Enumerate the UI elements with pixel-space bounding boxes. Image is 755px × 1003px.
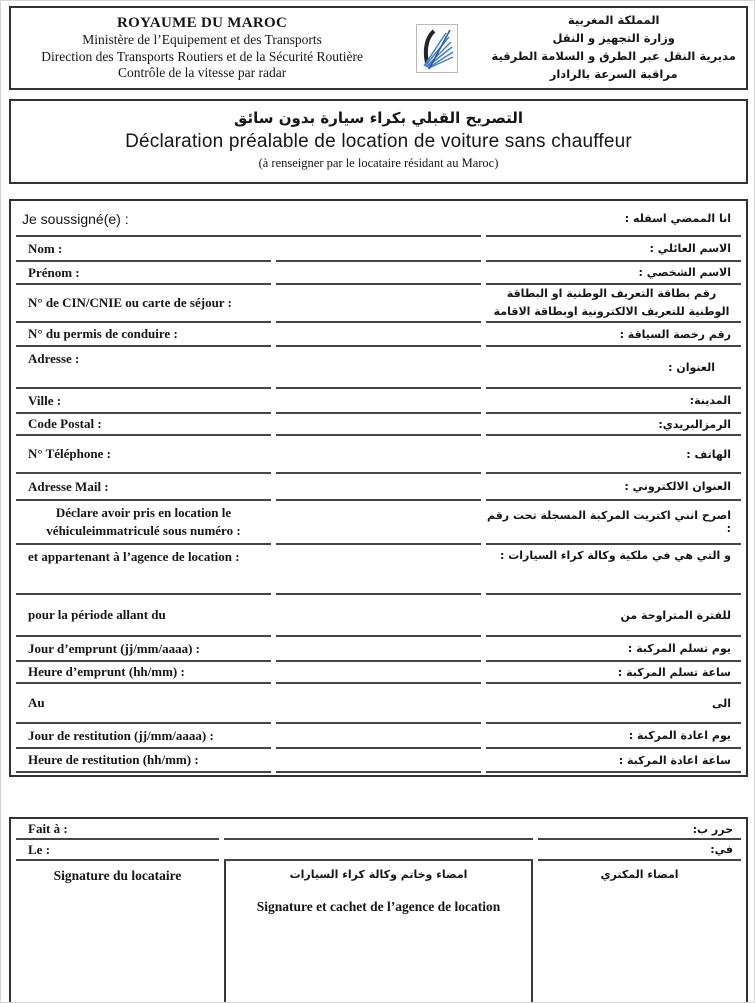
title-box xyxy=(9,99,748,184)
row-mail xyxy=(16,474,741,501)
label-nom-ar: الاسم العائلي : xyxy=(486,237,741,262)
label-soussigne-fr: Je soussigné(e) : xyxy=(16,202,481,237)
label-au-fr: Au xyxy=(16,684,271,724)
row-au xyxy=(16,684,741,724)
label-adresse-fr: Adresse : xyxy=(16,347,271,389)
label-periode-ar: للفترة المتراوحة من xyxy=(486,595,741,637)
header-french-block xyxy=(11,14,393,82)
label-jour-restitution-ar: يوم اعادة المركبة : xyxy=(486,724,741,749)
row-heure-restitution xyxy=(16,749,741,773)
label-permis-ar: رقم رخصة السياقة : xyxy=(486,323,741,347)
signature-cell-mekteri xyxy=(538,861,741,1003)
header-ar-line-controle: مراقبة السرعة بالرادار xyxy=(549,66,678,81)
write-in-line-heure-restitution xyxy=(276,749,481,773)
label-jour-emprunt-fr: Jour d’emprunt (jj/mm/aaaa) : xyxy=(16,637,271,662)
header-box xyxy=(9,6,748,90)
label-jour-restitution-fr: Jour de restitution (jj/mm/aaaa) : xyxy=(16,724,271,749)
label-telephone-ar: الهاتف : xyxy=(486,436,741,474)
row-heure-emprunt xyxy=(16,662,741,684)
ministry-transport-logo-icon xyxy=(416,24,458,73)
row-nom xyxy=(16,237,741,262)
label-cin-fr: N° de CIN/CNIE ou carte de séjour : xyxy=(16,285,271,323)
label-mail-fr: Adresse Mail : xyxy=(16,474,271,501)
row-telephone xyxy=(16,436,741,474)
label-fait-a-ar: حرر ب: xyxy=(538,820,741,840)
page-title-note: (à renseigner par le locataire résidant au Maroc) xyxy=(258,156,499,170)
label-signature-agence-ar: امضاء وخاتم وكالة كراء السيارات xyxy=(289,868,468,881)
label-heure-restitution-fr: Heure de restitution (hh/mm) : xyxy=(16,749,271,773)
write-in-line-au xyxy=(276,684,481,724)
label-fait-a-fr: Fait à : xyxy=(16,820,219,840)
write-in-line-agence xyxy=(276,545,481,595)
row-signatures xyxy=(16,861,741,1003)
label-ville-fr: Ville : xyxy=(16,389,271,414)
header-fr-line-direction: Direction des Transports Routiers et de la Sécurité Routière xyxy=(41,48,363,64)
header-fr-line-royaume: ROYAUME DU MAROC xyxy=(117,15,288,32)
label-le-ar: في: xyxy=(538,840,741,861)
row-permis xyxy=(16,323,741,347)
write-in-line-heure-emprunt xyxy=(276,662,481,684)
label-periode-fr: pour la période allant du xyxy=(16,595,271,637)
signature-box xyxy=(9,817,748,1003)
write-in-line-jour-restitution xyxy=(276,724,481,749)
page-title: Déclaration préalable de location de voiture sans chauffeur xyxy=(125,131,632,152)
write-in-line-nom xyxy=(276,237,481,262)
write-in-line-jour-emprunt xyxy=(276,637,481,662)
row-ville xyxy=(16,389,741,414)
write-in-line-permis xyxy=(276,323,481,347)
label-telephone-fr: N° Téléphone : xyxy=(16,436,271,474)
label-vehicule-fr: Déclare avoir pris en location le véhiculeimmatriculé sous numéro : xyxy=(16,501,271,545)
write-in-line-ville xyxy=(276,389,481,414)
logo-container xyxy=(393,24,481,73)
write-in-line-periode xyxy=(276,595,481,637)
label-permis-fr: N° du permis de conduire : xyxy=(16,323,271,347)
label-heure-emprunt-ar: ساعة تسلم المركبة : xyxy=(486,662,741,684)
row-prenom xyxy=(16,262,741,285)
label-heure-restitution-ar: ساعة اعادة المركبة : xyxy=(486,749,741,773)
header-ar-line-direction: مديرية النقل عبر الطرق و السلامة الطرقية xyxy=(491,49,736,63)
write-in-line-code-postal xyxy=(276,414,481,436)
label-cin-ar: رقم بطاقة التعريف الوطنية او البطاقة الوطنية للتعريف الالكترونية اوبطاقة الاقامة xyxy=(486,285,741,323)
label-jour-emprunt-ar: يوم تسلم المركبة : xyxy=(486,637,741,662)
write-in-line-vehicule xyxy=(276,501,481,545)
page-title-arabic: التصريح القبلي بكراء سيارة بدون سائق xyxy=(233,109,523,127)
label-prenom-ar: الاسم الشخصي : xyxy=(486,262,741,285)
write-in-line-prenom xyxy=(276,262,481,285)
declaration-table-box xyxy=(9,199,748,777)
label-code-postal-ar: الرمزالبريدي: xyxy=(486,414,741,436)
label-mail-ar: العنوان الالكتروني : xyxy=(486,474,741,501)
row-adresse xyxy=(16,347,741,389)
header-ar-line-royaume: المملكة المغربية xyxy=(567,13,660,28)
row-jour-restitution xyxy=(16,724,741,749)
signature-cell-agence xyxy=(224,861,533,1003)
row-vehicule xyxy=(16,501,741,545)
row-jour-emprunt xyxy=(16,637,741,662)
label-agence-fr: et appartenant à l’agence de location : xyxy=(16,545,271,595)
header-fr-line-controle: Contrôle de la vitesse par radar xyxy=(117,65,287,81)
row-fait-a xyxy=(16,820,741,840)
label-vehicule-ar: اصرح انني اكتريت المركبة المسجلة تحت رقم : xyxy=(486,501,741,545)
write-in-line-cin xyxy=(276,285,481,323)
row-le xyxy=(16,840,741,861)
write-in-line-telephone xyxy=(276,436,481,474)
header-fr-line-ministere: Ministère de l’Equipement et des Transports xyxy=(82,32,322,48)
row-soussigne xyxy=(16,202,741,237)
write-in-line-adresse xyxy=(276,347,481,389)
write-in-line-le xyxy=(224,840,533,861)
header-ar-line-ministere: وزارة التجهيز و النقل xyxy=(552,31,675,46)
signature-cell-locataire xyxy=(16,861,219,1003)
label-signature-mekteri-ar: امضاء المكتري xyxy=(600,868,679,881)
write-in-line-fait-a xyxy=(224,820,533,840)
label-code-postal-fr: Code Postal : xyxy=(16,414,271,436)
signature-table xyxy=(11,820,746,1003)
row-cin xyxy=(16,285,741,323)
label-au-ar: الى xyxy=(486,684,741,724)
label-adresse-ar: العنوان : xyxy=(486,347,741,389)
label-heure-emprunt-fr: Heure d’emprunt (hh/mm) : xyxy=(16,662,271,684)
write-in-line-mail xyxy=(276,474,481,501)
label-soussigne-ar: انا الممضي اسفله : xyxy=(486,202,741,237)
header-arabic-block xyxy=(481,12,746,83)
row-agence xyxy=(16,545,741,595)
label-ville-ar: المدينة: xyxy=(486,389,741,414)
label-signature-locataire: Signature du locataire xyxy=(53,868,182,883)
label-agence-ar: و التي هي في ملكية وكالة كراء السيارات : xyxy=(486,545,741,595)
declaration-form-table xyxy=(11,202,746,773)
row-periode xyxy=(16,595,741,637)
row-code-postal xyxy=(16,414,741,436)
label-le-fr: Le : xyxy=(16,840,219,861)
label-prenom-fr: Prénom : xyxy=(16,262,271,285)
label-signature-agence-fr: Signature et cachet de l’agence de location xyxy=(256,899,501,914)
label-nom-fr: Nom : xyxy=(16,237,271,262)
